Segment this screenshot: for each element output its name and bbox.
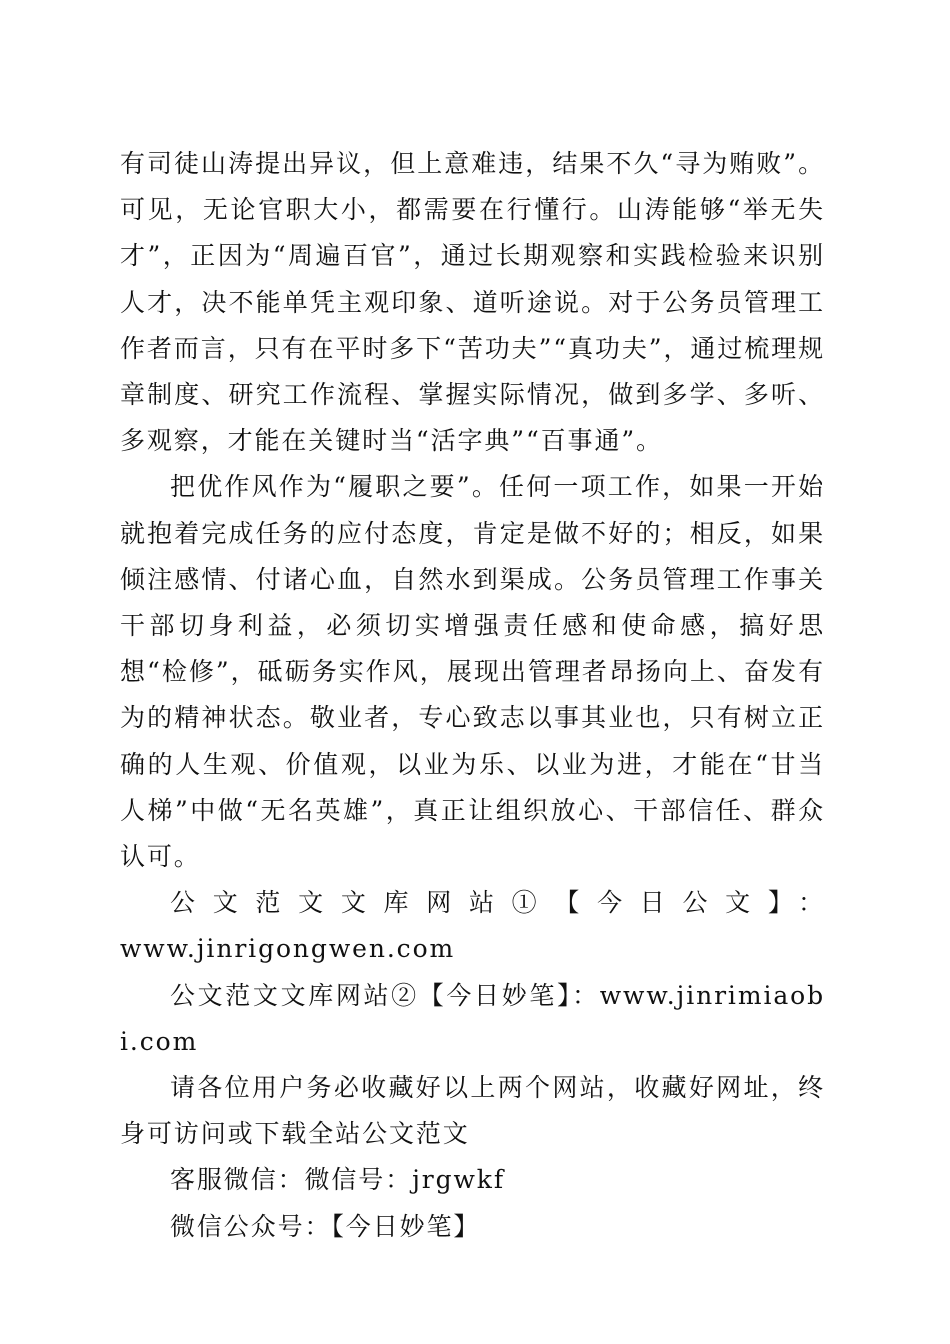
promo-wechat-service: 客服微信：微信号：jrgwkf bbox=[170, 1165, 506, 1195]
promo-wechat-official: 微信公众号：【今日妙笔】 bbox=[170, 1211, 481, 1241]
promo-notice: 请各位用户务必收藏好以上两个网站，收藏好网址，终身可访问或下载全站公文范文 bbox=[120, 1073, 825, 1149]
promo-site1-url: www.jinrigongwen.com bbox=[120, 934, 456, 964]
promo-site2: 公文范文文库网站②【今日妙笔】：www.jinrimiaobi.com bbox=[120, 980, 825, 1056]
document-body bbox=[120, 141, 825, 1250]
paragraph-continuation: 有司徒山涛提出异议，但上意难违，结果不久“寻为贿败”。可见，无论官职大小，都需要在行懂行。山涛能够“举无失才”，正因为“周遍百官”，通过长期观察和实践检验来识别人才，决不能单凭主观印象、道听途说。对于公务员管理工作者而言，只有在平时多下“苦功夫”“真功夫”，通过梳理规章制度、研究工作流程、掌握实际情况，做到多学、多听、多观察，才能在关键时当“活字典”“百事通”。 bbox=[120, 149, 825, 456]
promo-site1-label: 公文范文文库网站①【今日公文】： bbox=[170, 888, 825, 918]
paragraph-work-style: 把优作风作为“履职之要”。任何一项工作，如果一开始就抱着完成任务的应付态度，肯定是做不好的；相反，如果倾注感情、付诸心血，自然水到渠成。公务员管理工作事关干部切身利益，必须切实增强责任感和使命感，搞好思想“检修”，砥砺务实作风，展现出管理者昂扬向上、奋发有为的精神状态。敬业者，专心致志以事其业也，只有树立正确的人生观、价值观，以业为乐、以业为进，才能在“甘当人梯”中做“无名英雄”，真正让组织放心、干部信任、群众认可。 bbox=[120, 472, 825, 872]
